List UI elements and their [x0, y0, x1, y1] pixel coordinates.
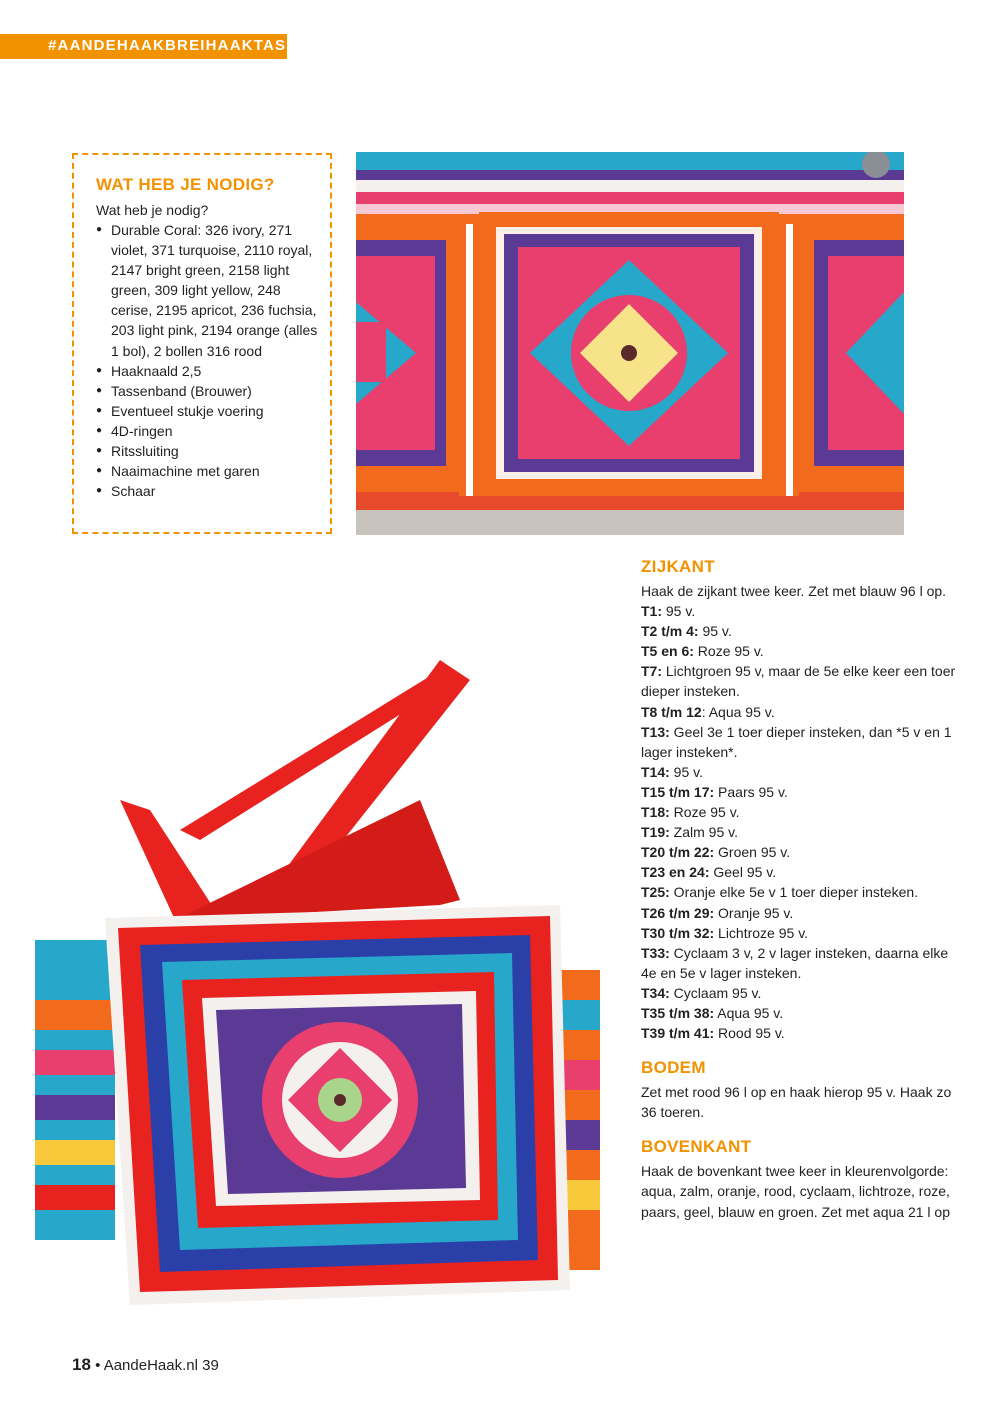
- zijkant-section: [641, 556, 961, 1043]
- page-footer: [72, 1355, 219, 1375]
- hashtag-banner: [0, 34, 287, 59]
- instruction-row: T13: Geel 3e 1 toer dieper insteken, dan *5 v en 1 lager insteken*.: [641, 723, 952, 760]
- granny-squares-photo: [356, 152, 904, 535]
- crochet-bag-photo: [0, 600, 630, 1320]
- materials-box: [72, 153, 332, 534]
- bodem-text: Zet met rood 96 l op en haak hierop 95 v. Haak zo 36 toeren.: [641, 1084, 952, 1121]
- instruction-row: T7: Lichtgroen 95 v, maar de 5e elke keer een toer dieper insteken.: [641, 663, 956, 700]
- instruction-row: T25: Oranje elke 5e v 1 toer dieper insteken.: [641, 884, 919, 901]
- list-item: ● Haaknaald 2,5: [96, 361, 321, 381]
- instruction-row: T5 en 6: Roze 95 v.: [641, 643, 764, 660]
- list-item: ● Tassenband (Brouwer): [96, 381, 321, 401]
- instruction-row: T35 t/m 38: Aqua 95 v.: [641, 1004, 784, 1021]
- instruction-row: T15 t/m 17: Paars 95 v.: [641, 783, 788, 800]
- bovenkant-text: Haak de bovenkant twee keer in kleurenvolgorde: aqua, zalm, oranje, rood, cyclaam, lichtroze, roze, paars, geel, blauw en groen. Zet met aqua 21 l op: [641, 1163, 950, 1220]
- instruction-row: T19: Zalm 95 v.: [641, 824, 738, 841]
- hashtag-text: #AANDEHAAKBREIHAAKTAS: [48, 37, 287, 54]
- instruction-row: T23 en 24: Geel 95 v.: [641, 864, 777, 881]
- footer-separator: •: [95, 1357, 101, 1374]
- materials-title: WAT HEB JE NODIG?: [96, 175, 275, 194]
- list-item: ● Eventueel stukje voering: [96, 401, 321, 421]
- publication-name: AandeHaak.nl 39: [103, 1357, 219, 1374]
- instruction-row: T14: 95 v.: [641, 763, 703, 780]
- instruction-row: T18: Roze 95 v.: [641, 804, 740, 821]
- instruction-row: T33: Cyclaam 3 v, 2 v lager insteken, daarna elke 4e en 5e v lager insteken.: [641, 944, 949, 981]
- list-item: ● Ritssluiting: [96, 441, 321, 461]
- instruction-row: T2 t/m 4: 95 v.: [641, 623, 732, 640]
- list-item: ● Durable Coral: 326 ivory, 271 violet, 371 turquoise, 2110 royal, 2147 bright green, 2158 light green, 309 light yellow, 248 cerise, 2195 apricot, 236 fuchsia, 203 light pink, 2194 orange (alles 1 bol), 2 bollen 316 rood: [96, 220, 321, 361]
- list-item: ● 4D-ringen: [96, 421, 321, 441]
- instruction-row: T20 t/m 22: Groen 95 v.: [641, 844, 791, 861]
- instruction-row: T1: 95 v.: [641, 603, 696, 620]
- bodem-title: BODEM: [641, 1058, 706, 1078]
- list-item: ● Schaar: [96, 481, 321, 501]
- instruction-row: T34: Cyclaam 95 v.: [641, 984, 762, 1001]
- bodem-section: [641, 1057, 961, 1122]
- zijkant-title: ZIJKANT: [641, 557, 715, 576]
- list-item: ● Naaimachine met garen: [96, 461, 321, 481]
- instructions-column: [641, 556, 961, 1236]
- instruction-row: T8 t/m 12: Aqua 95 v.: [641, 703, 775, 720]
- bovenkant-section: [641, 1136, 961, 1221]
- instruction-row: T26 t/m 29: Oranje 95 v.: [641, 904, 794, 921]
- materials-intro: Wat heb je nodig?: [96, 202, 209, 218]
- instruction-row: T39 t/m 41: Rood 95 v.: [641, 1025, 785, 1042]
- bovenkant-title: BOVENKANT: [641, 1137, 752, 1157]
- zijkant-intro: Haak de zijkant twee keer. Zet met blauw 96 l op.: [641, 583, 947, 599]
- materials-list: [96, 220, 321, 501]
- page-number: 18: [72, 1355, 91, 1374]
- instruction-row: T30 t/m 32: Lichtroze 95 v.: [641, 924, 809, 941]
